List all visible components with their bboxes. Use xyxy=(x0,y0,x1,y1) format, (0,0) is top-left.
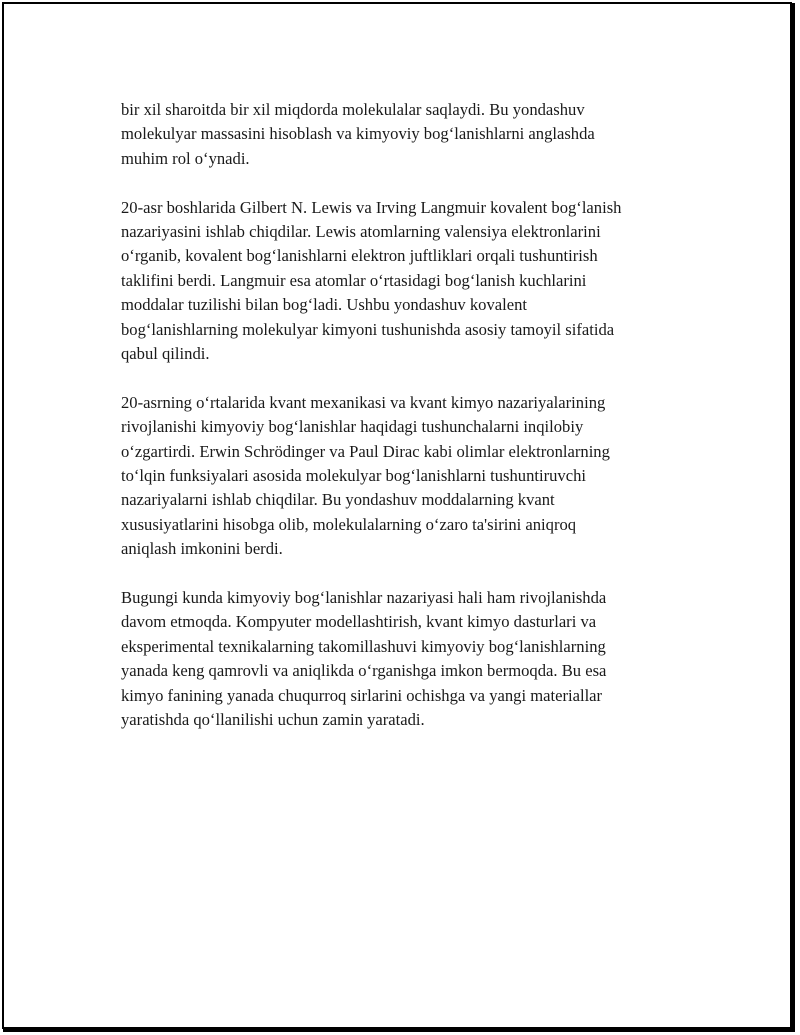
document-body xyxy=(121,98,681,757)
paragraph-3: 20-asrning o‘rtalarida kvant mexanikasi va kvant kimyo nazariyalarining rivojlanishi kimyoviy bog‘lanishlar haqidagi tushunchalarni inqilobiy o‘zgartirdi. Erwin Schrödinger va Paul Dirac kabi olimlar elektronlarning to‘lqin funksiyalari asosida molekulyar bog‘lanishlarni tushuntiruvchi nazariyalarni ishlab chiqdilar. Bu yondashuv moddalarning kvant xususiyatlarini hisobga olib, molekulalarning o‘zaro ta'sirini aniqroq aniqlash imkonini berdi. xyxy=(121,392,610,559)
paragraph-2: 20-asr boshlarida Gilbert N. Lewis va Irving Langmuir kovalent bog‘lanish nazariyasini ishlab chiqdilar. Lewis atomlarning valensiya elektronlarini o‘rganib, kovalent bog‘lanishlarni elektron juftliklari orqali tushuntirish taklifini berdi. Langmuir esa atomlar o‘rtasidagi bog‘lanish kuchlarini moddalar tuzilishi bilan bog‘ladi. Ushbu yondashuv kovalent bog‘lanishlarning molekulyar kimyoni tushunishda asosiy tamoyil sifatida qabul qilindi. xyxy=(121,197,622,364)
paragraph-1: bir xil sharoitda bir xil miqdorda molekulalar saqlaydi. Bu yondashuv molekulyar massasini hisoblash va kimyoviy bog‘lanishlarni anglashda muhim rol o‘ynadi. xyxy=(121,100,595,168)
paragraph-4: Bugungi kunda kimyoviy bog‘lanishlar nazariyasi hali ham rivojlanishda davom etmoqda. Kompyuter modellashtirish, kvant kimyo dasturlari va eksperimental texnikalarning takomillashuvi kimyoviy bog‘lanishlarning yanada keng qamrovli va aniqlikda o‘rganishga imkon bermoqda. Bu esa kimyo fanining yanada chuqurroq sirlarini ochishga va yangi materiallar yaratishda qo‘llanilishi uchun zamin yaratadi. xyxy=(121,588,607,730)
document-page xyxy=(2,2,792,1029)
